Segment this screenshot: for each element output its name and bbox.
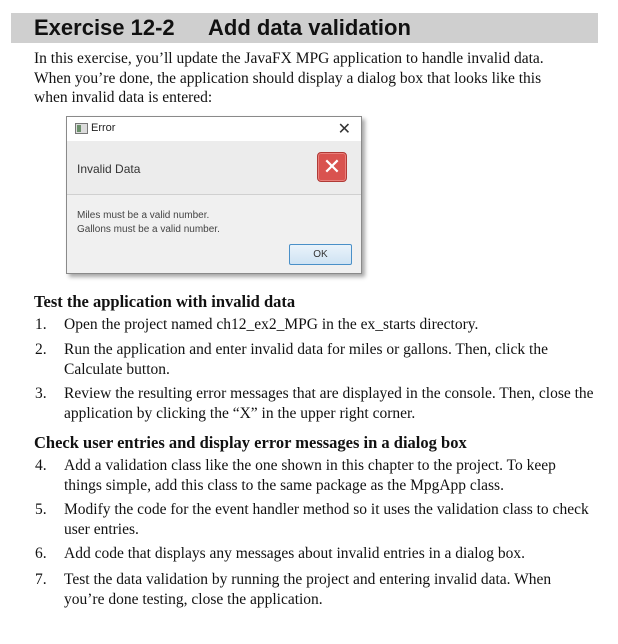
step-text: Review the resulting error messages that are displayed in the console. Then, close the application by clicking the “X” in the upper right corner. (64, 385, 594, 422)
step-item (35, 544, 595, 564)
step-number: 1. (35, 316, 47, 333)
step-number: 5. (35, 501, 47, 518)
section-heading-test: Test the application with invalid data (34, 292, 296, 311)
close-icon[interactable]: ✕ (337, 121, 351, 138)
error-icon: ✕ (317, 152, 347, 182)
dialog-messages (77, 209, 220, 237)
intro-paragraph: In this exercise, you’ll update the JavaFX MPG application to handle invalid data. When you’re done, the application should display a dialog box that looks like this when invalid data is entered: (34, 50, 544, 106)
step-number: 2. (35, 341, 47, 358)
step-item (35, 315, 595, 335)
step-text: Test the data validation by running the project and entering invalid data. When you’re done testing, close the application. (64, 571, 552, 608)
dialog-message-gallons: Gallons must be a valid number. (77, 224, 220, 235)
dialog-message-miles: Miles must be a valid number. (77, 210, 210, 221)
step-number: 7. (35, 571, 47, 588)
step-text: Modify the code for the event handler method so it uses the validation class to check user entries. (64, 501, 589, 538)
step-text: Run the application and enter invalid data for miles or gallons. Then, click the Calculate button. (64, 341, 548, 378)
window-app-icon (75, 123, 88, 134)
step-item (35, 500, 595, 539)
exercise-number: Exercise 12-2 (34, 15, 175, 40)
dialog-window-title: Error (91, 122, 116, 134)
step-item (35, 570, 595, 609)
dialog-header-text: Invalid Data (77, 162, 141, 176)
dialog-title-bar (67, 117, 361, 141)
exercise-title: Add data validation (208, 15, 411, 40)
section-heading-check: Check user entries and display error messages in a dialog box (34, 433, 467, 452)
step-text: Open the project named ch12_ex2_MPG in the ex_starts directory. (64, 316, 479, 333)
step-item (35, 340, 595, 379)
step-item (35, 456, 595, 495)
exercise-header (11, 13, 598, 43)
step-item (35, 384, 595, 423)
step-number: 3. (35, 385, 47, 402)
error-dialog (66, 116, 362, 274)
dialog-header (67, 141, 361, 195)
ok-button[interactable]: OK (289, 244, 352, 265)
step-number: 4. (35, 457, 47, 474)
step-text: Add a validation class like the one shown in this chapter to the project. To keep things simple, add this class to the same package as the MpgApp class. (64, 457, 556, 494)
step-text: Add code that displays any messages about invalid entries in a dialog box. (64, 545, 526, 562)
step-number: 6. (35, 545, 47, 562)
